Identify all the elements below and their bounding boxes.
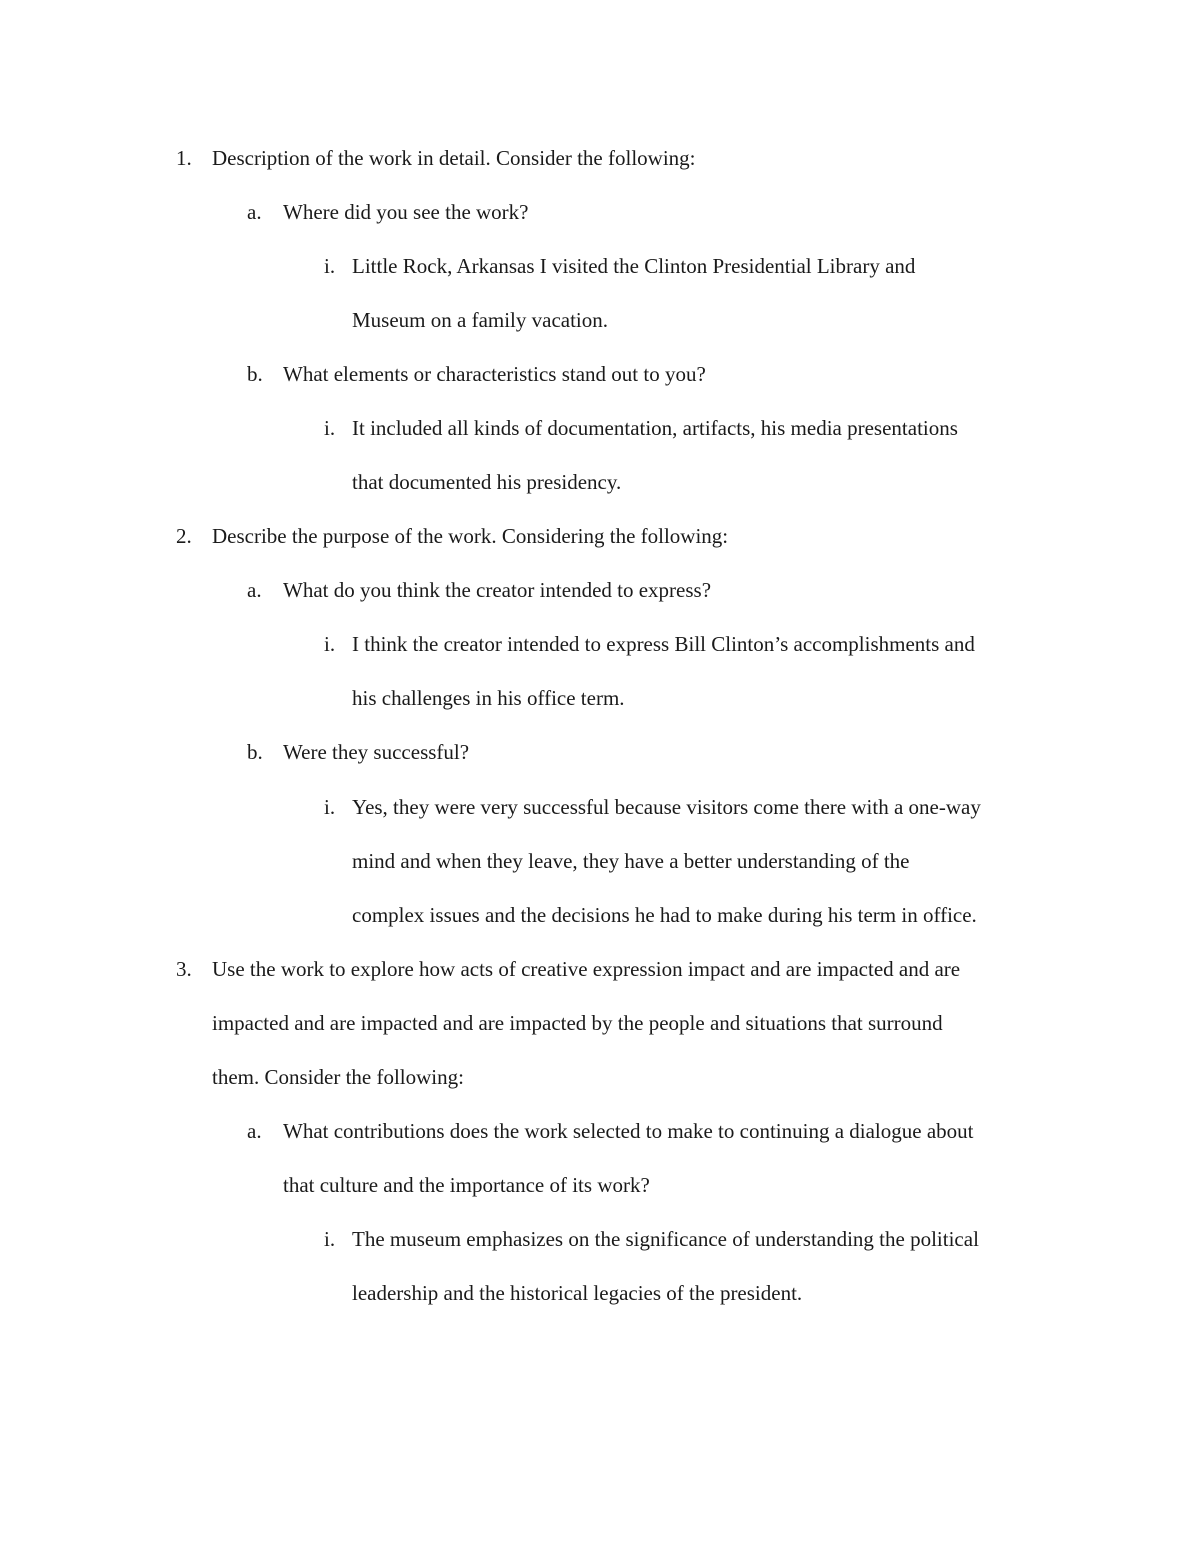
item-3-marker: 3. <box>176 957 192 981</box>
item-2b-i-text-line-2: mind and when they leave, they have a better understanding of the <box>352 849 910 873</box>
item-3a-text-line-1: What contributions does the work selected to make to continuing a dialogue about <box>283 1119 974 1143</box>
item-1a-i-text-line-1: Little Rock, Arkansas I visited the Clinton Presidential Library and <box>352 254 916 278</box>
item-2a-i-text-line-1: I think the creator intended to express Bill Clinton’s accomplishments and <box>352 632 975 656</box>
item-3-text-line-2: impacted and are impacted and are impacted by the people and situations that surround <box>212 1011 943 1035</box>
item-2b-i-marker: i. <box>324 795 336 819</box>
item-3a-i-marker: i. <box>324 1227 336 1251</box>
item-3a-marker: a. <box>247 1119 262 1143</box>
item-2b-text-line-1: Were they successful? <box>283 740 470 764</box>
item-1b-text-line-1: What elements or characteristics stand out to you? <box>283 362 706 386</box>
item-3a-i-text-line-1: The museum emphasizes on the significance of understanding the political <box>352 1227 979 1251</box>
item-1b-marker: b. <box>247 362 263 386</box>
item-2a-i-marker: i. <box>324 632 336 656</box>
item-1a-i-text-line-2: Museum on a family vacation. <box>352 308 609 332</box>
item-3a-text-line-2: that culture and the importance of its work? <box>283 1173 650 1197</box>
item-2b-i-text-line-3: complex issues and the decisions he had to make during his term in office. <box>352 903 977 927</box>
item-1-marker: 1. <box>176 146 192 170</box>
item-2a-i-text-line-2: his challenges in his office term. <box>352 686 625 710</box>
item-1b-i-marker: i. <box>324 416 336 440</box>
item-2a-text-line-1: What do you think the creator intended to express? <box>283 578 712 602</box>
item-1-text-line-1: Description of the work in detail. Consider the following: <box>212 146 696 170</box>
item-1a-marker: a. <box>247 200 262 224</box>
item-2b-marker: b. <box>247 740 263 764</box>
item-3-text-line-3: them. Consider the following: <box>212 1065 464 1089</box>
item-1a-i-marker: i. <box>324 254 336 278</box>
item-2a-marker: a. <box>247 578 262 602</box>
item-1b-i-text-line-2: that documented his presidency. <box>352 470 622 494</box>
item-3-text-line-1: Use the work to explore how acts of creative expression impact and are impacted and are <box>212 957 961 981</box>
item-2b-i-text-line-1: Yes, they were very successful because visitors come there with a one-way <box>352 795 981 819</box>
item-1a-text-line-1: Where did you see the work? <box>283 200 529 224</box>
item-2-marker: 2. <box>176 524 192 548</box>
item-3a-i-text-line-2: leadership and the historical legacies of the president. <box>352 1281 803 1305</box>
item-2-text-line-1: Describe the purpose of the work. Considering the following: <box>212 524 729 548</box>
item-1b-i-text-line-1: It included all kinds of documentation, artifacts, his media presentations <box>352 416 958 440</box>
